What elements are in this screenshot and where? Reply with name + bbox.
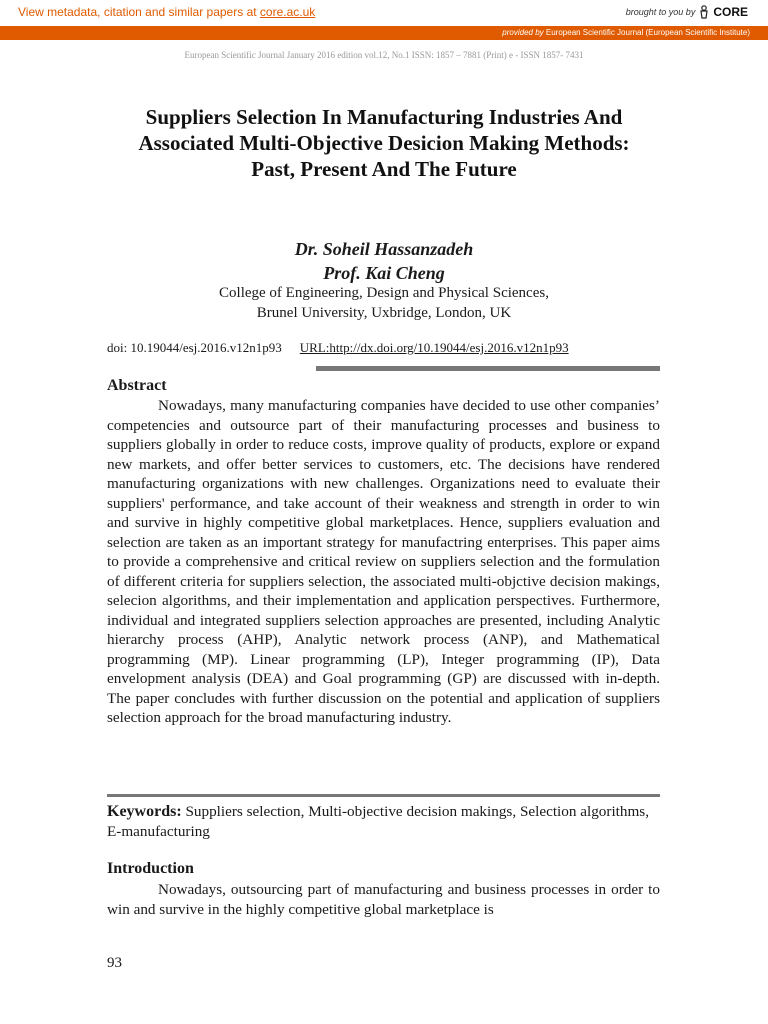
affiliation <box>0 283 768 323</box>
affiliation-line: Brunel University, Uxbridge, London, UK <box>256 305 512 321</box>
abstract-body: Nowadays, many manufacturing companies have decided to use other companies’ competencies and outsource part of their manufacturing processes and business to suppliers globally in order to reduce costs, improve quality of products, explore or expand new markets, and offer better services to customers, etc. The decisions have rendered manufacturing organizations with new challenges. Organizations need to evaluate their suppliers' performance, and take account of their weakness and strength in order to win and survive in highly competitive global marketplaces. Hence, suppliers evaluation and selection are taken as an important strategy for manufactring enterprises. This paper aims to provide a comprehensive and critical review on suppliers selection and the formulation of different criteria for suppliers selection, the associated multi-objctive decision makings, selecion algorithms, and their implementation and application perspectives. Furthermore, individual and integrated suppliers selection approaches are presented, including Analytic hierarchy process (AHP), Analytic network process (ANP), and Mathematical programming (MP). Linear programming (LP), Integer programming (IP), Data envelopment analysis (DEA) and Goal programming (GP) are discussed with in-depth. The paper concludes with further discussion on the potential and application of suppliers selection approach for the broad manufacturing industry. <box>107 397 660 726</box>
keywords <box>107 802 660 841</box>
authors <box>0 237 768 285</box>
page-number: 93 <box>107 955 122 971</box>
header-divider <box>316 366 660 371</box>
author-name: Prof. Kai Cheng <box>323 263 445 283</box>
core-banner <box>0 0 768 27</box>
provided-by-source[interactable]: European Scientific Journal (European Scientific Institute) <box>545 28 750 37</box>
core-link[interactable]: core.ac.uk <box>259 5 316 19</box>
doi-line <box>107 340 569 356</box>
core-logo-text: CORE <box>713 5 748 19</box>
introduction-heading: Introduction <box>107 860 194 877</box>
doi-text: doi: 10.19044/esj.2016.v12n1p93 <box>107 340 282 355</box>
provided-by-prefix: provided by <box>502 28 544 37</box>
brought-by-text: brought to you by <box>625 7 696 17</box>
title-line: Associated Multi-Objective Desicion Making Methods: <box>138 131 630 155</box>
core-brand[interactable] <box>626 5 748 19</box>
keywords-text: Suppliers selection, Multi-objective decision makings, Selection algorithms, E-manufacturing <box>107 803 650 840</box>
journal-header: European Scientific Journal January 2016 edition vol.12, No.1 ISSN: 1857 – 7881 (Print) e - ISSN 1857- 7431 <box>184 50 584 60</box>
introduction-body: Nowadays, outsourcing part of manufacturing and business processes in order to win and survive in the highly competitive global marketplace is <box>107 881 660 918</box>
core-metadata-text <box>18 5 315 19</box>
affiliation-line: College of Engineering, Design and Physical Sciences, <box>219 285 549 301</box>
provided-by-bar <box>0 26 768 40</box>
title-line: Suppliers Selection In Manufacturing Industries And <box>145 105 623 129</box>
core-logo-icon <box>698 5 710 19</box>
title-line: Past, Present And The Future <box>251 157 517 181</box>
core-metadata-prefix: View metadata, citation and similar papers at <box>18 5 260 19</box>
keywords-label: Keywords: <box>107 803 182 820</box>
doi-url-link[interactable]: URL:http://dx.doi.org/10.19044/esj.2016.v12n1p93 <box>299 340 569 355</box>
paper-title <box>90 104 678 182</box>
abstract-heading: Abstract <box>107 377 167 394</box>
author-name: Dr. Soheil Hassanzadeh <box>294 239 474 259</box>
abstract-divider <box>107 794 660 797</box>
